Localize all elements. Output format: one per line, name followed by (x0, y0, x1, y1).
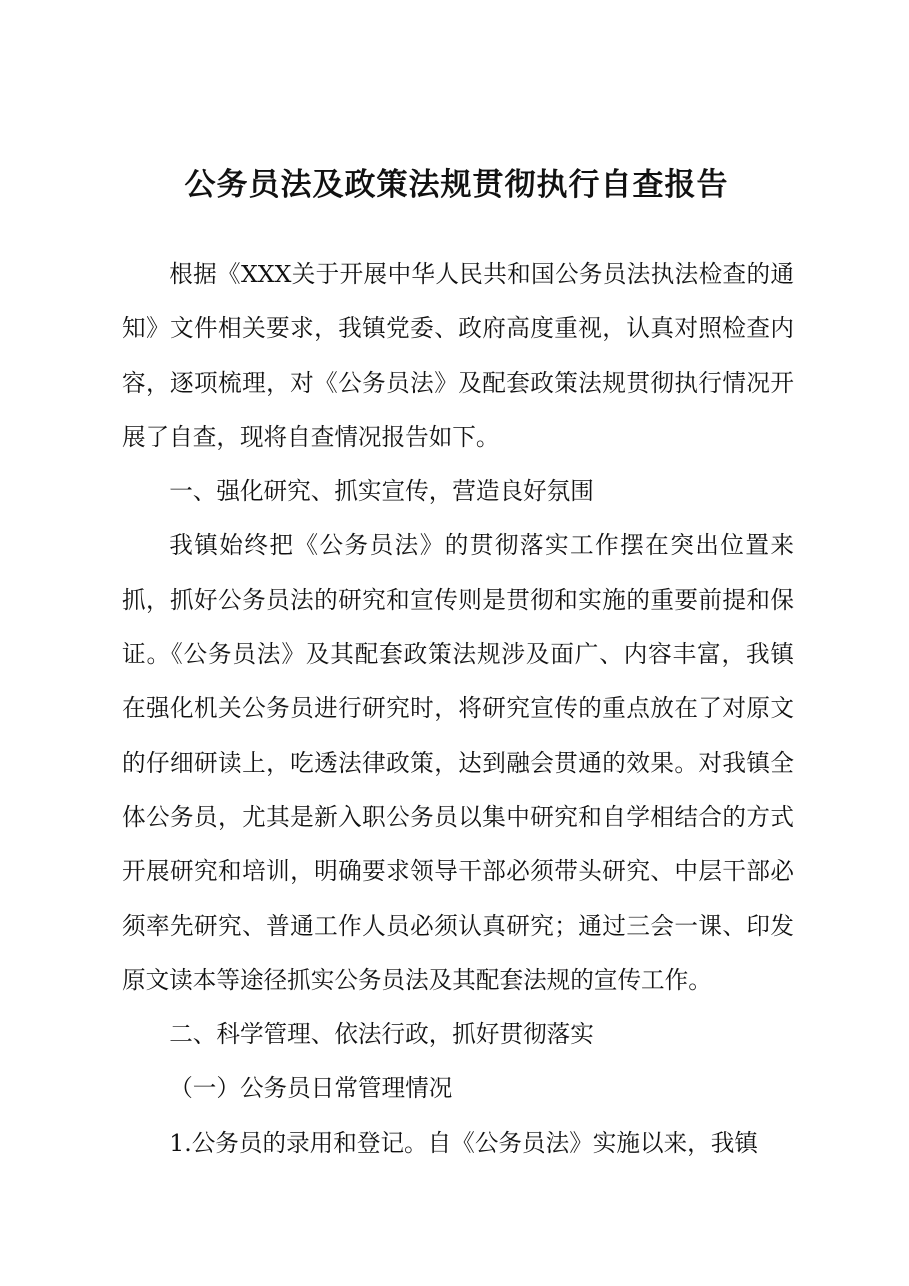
section-heading-2: 二、科学管理、依法行政，抓好贯彻落实 (169, 1020, 594, 1049)
subsection-heading-1: （一）公务员日常管理情况 (169, 1074, 453, 1103)
paragraph-section-1: 我镇始终把《公务员法》的贯彻落实工作摆在突出位置来抓，抓好公务员法的研究和宣传则是贯彻和实施的重要前提和保证。《公务员法》及其配套政策法规涉及面广、内容丰富，我镇在强化机关公务员进行研究时，将研究宣传的重点放在了对原文的仔细研读上，吃透法律政策，达到融会贯通的效果。对我镇全体公务员，尤其是新入职公务员以集中研究和自学相结合的方式开展研究和培训，明确要求领导干部必须带头研究、中层干部必须率先研究、普通工作人员必须认真研究；通过三会一课、印发原文读本等途径抓实公务员法及其配套法规的宣传工作。 (122, 531, 794, 994)
document-body (122, 247, 794, 1170)
document-title: 公务员法及政策法规贯彻执行自查报告 (184, 167, 729, 203)
paragraph-item-1: 1.公务员的录用和登记。自《公务员法》实施以来，我镇 (169, 1128, 758, 1157)
paragraph-intro: 根据《XXX关于开展中华人民共和国公务员法执法检查的通知》文件相关要求，我镇党委、政府高度重视，认真对照检查内容，逐项梳理，对《公务员法》及配套政策法规贯彻执行情况开展了自查，现将自查情况报告如下。 (122, 260, 794, 451)
section-heading-1: 一、强化研究、抓实宣传，营造良好氛围 (169, 477, 594, 506)
